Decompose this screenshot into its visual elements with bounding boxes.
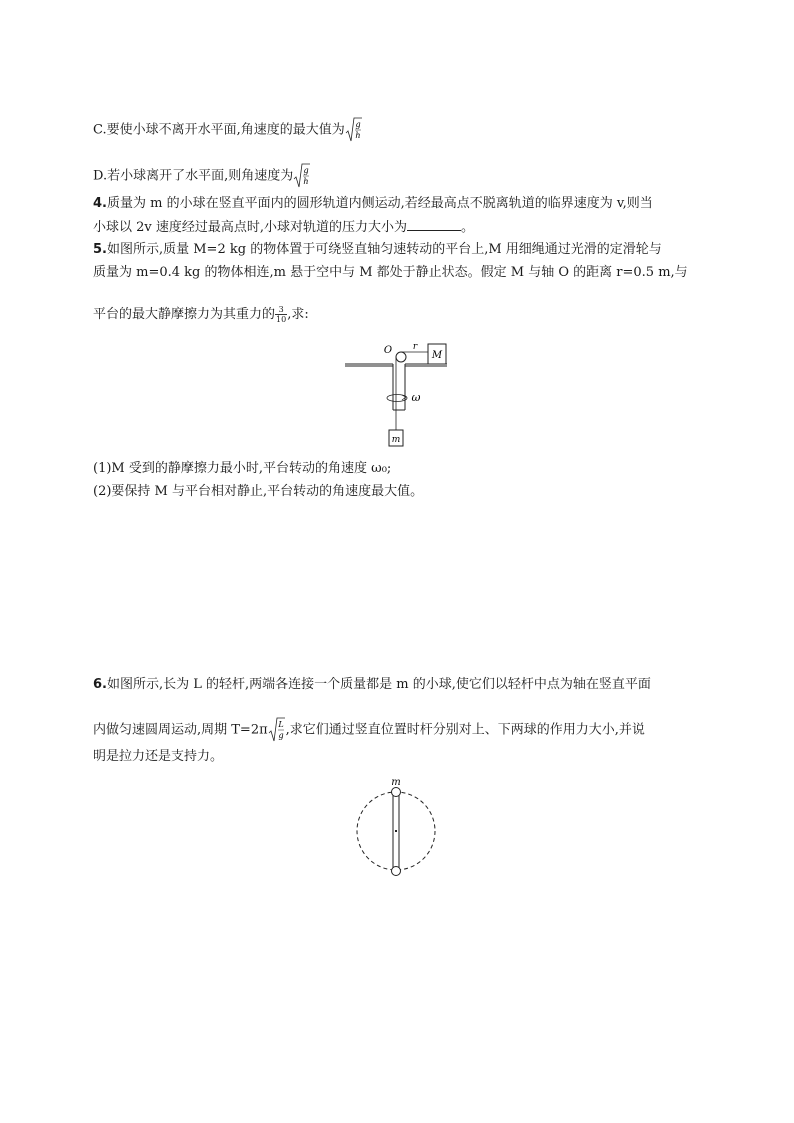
label-omega: ω — [411, 391, 421, 404]
option-d-text: 若小球离开了水平面,则角速度为 — [107, 168, 294, 184]
q4-line1: 4.质量为 m 的小球在竖直平面内的圆形轨道内侧运动,若经最高点不脱离轨道的临界速度为 v,则当 — [93, 196, 653, 211]
svg-text:L: L — [278, 720, 284, 729]
q5-sub2: (2)要保持 M 与平台相对静止,平台转动的角速度最大值。 — [93, 484, 424, 499]
rad-den: h — [355, 131, 361, 140]
label-O: O — [383, 345, 393, 356]
q5-line3: 平台的最大静摩擦力为其重力的 $\frac{3}{10}$ ,求: — [93, 305, 309, 324]
label-r: r — [412, 342, 418, 352]
answer-blank[interactable] — [407, 218, 461, 231]
sqrt-g-over-h-d — [293, 162, 311, 190]
label-M: M — [431, 350, 443, 361]
q6-line3: 明是拉力还是支持力。 — [93, 749, 224, 764]
svg-text:g: g — [303, 166, 309, 175]
option-d-label: D. — [93, 168, 108, 184]
q4-line2: 小球以 2v 速度经过最高点时,小球对轨道的压力大小为 。 — [93, 220, 475, 235]
q5-line2: 质量为 m=0.4 kg 的物体相连,m 悬于空中与 M 都处于静止状态。假定 M 与轴 O 的距离 r=0.5 m,与 — [93, 265, 688, 280]
q5-line1: 5.如图所示,质量 M=2 kg 的物体置于可绕竖直轴匀速转动的平台上,M 用细绳通过光滑的定滑轮与 — [93, 242, 662, 257]
sqrt-g-over-h — [345, 116, 363, 144]
q6-number: 6. — [93, 677, 107, 692]
svg-text:g: g — [278, 731, 284, 740]
option-d — [93, 162, 311, 190]
fraction-3-10: $\frac{3}{10}$ — [276, 305, 287, 324]
q6-line2: 内做匀速圆周运动,周期 T=2π L g ,求它们通过竖直位置时杆分别对上、下两球的作用力大小,并说 — [93, 716, 645, 744]
option-c — [93, 116, 363, 144]
label-m-top: m — [391, 777, 401, 788]
rad-num: g — [355, 120, 361, 129]
rotating-platform-figure — [340, 338, 452, 450]
option-c-label: C. — [93, 122, 107, 138]
q4-number: 4. — [93, 196, 107, 211]
q6-line1: 6.如图所示,长为 L 的轻杆,两端各连接一个质量都是 m 的小球,使它们以轻杆中点为轴在竖直平面 — [93, 677, 651, 692]
label-m: m — [391, 435, 401, 445]
q5-sub1: (1)M 受到的静摩擦力最小时,平台转动的角速度 ω₀; — [93, 461, 392, 476]
svg-text:h: h — [303, 177, 309, 186]
q5-number: 5. — [93, 242, 107, 257]
option-c-text: 要使小球不离开水平面,角速度的最大值为 — [106, 122, 345, 138]
rotating-rod-figure — [350, 775, 442, 879]
sqrt-L-over-g — [268, 716, 286, 744]
